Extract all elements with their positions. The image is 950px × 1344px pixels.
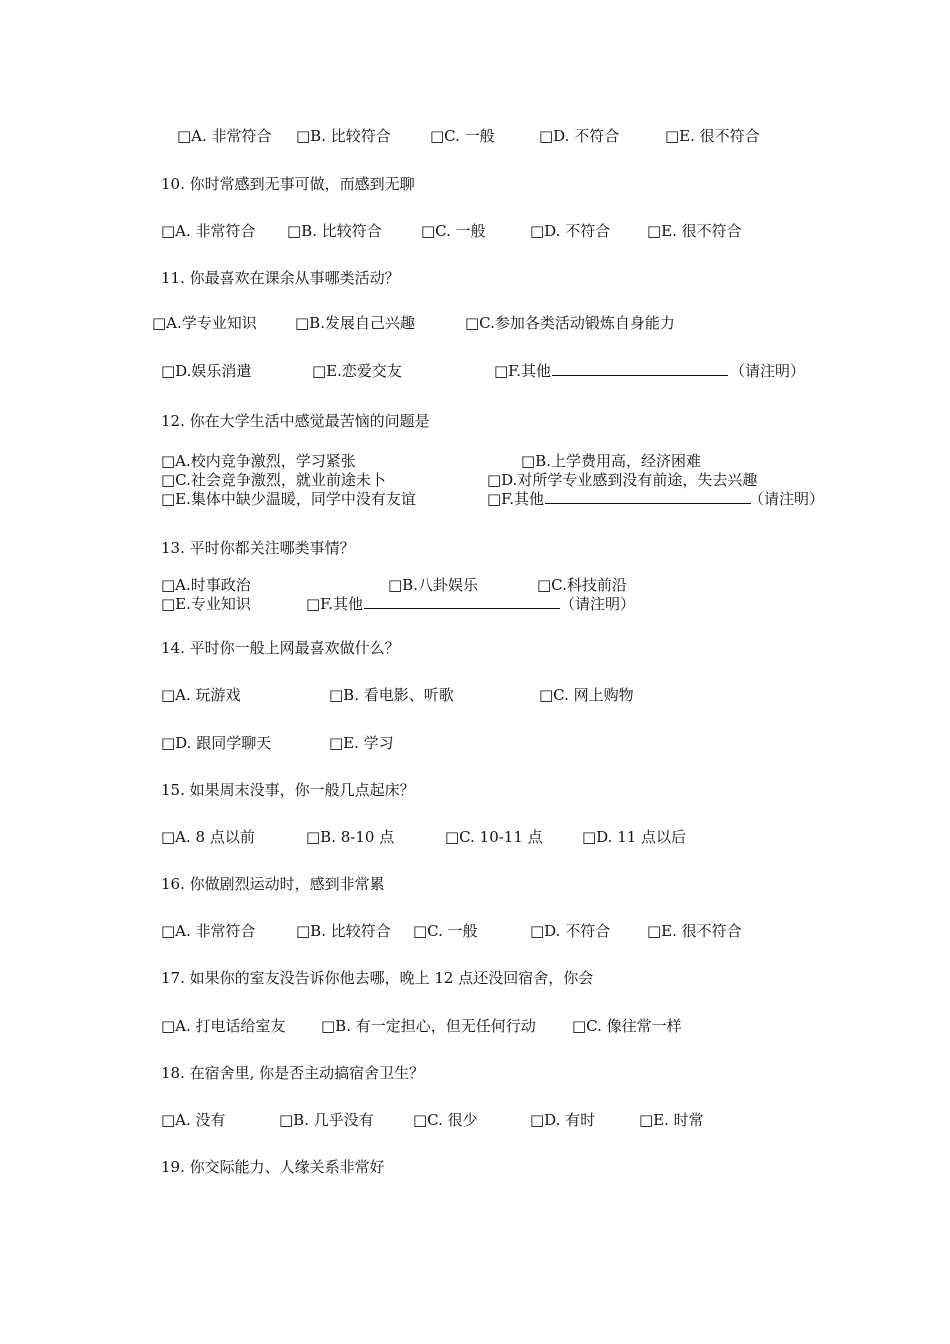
q13-other-blank[interactable] (364, 594, 560, 609)
q9-option-a[interactable]: □A. 非常符合 (177, 127, 272, 145)
q18-option-d[interactable]: □D. 有时 (530, 1111, 596, 1129)
q12-other-blank[interactable] (545, 489, 751, 504)
q11-question: 11. 你最喜欢在课余从事哪类活动？ (161, 269, 400, 287)
q11-option-e[interactable]: □E.恋爱交友 (312, 362, 402, 380)
q16-option-b[interactable]: □B. 比较符合 (296, 922, 391, 940)
q13-question: 13. 平时你都关注哪类事情？ (161, 539, 355, 557)
q12-options-row3 (0, 489, 950, 509)
q17-option-b[interactable]: □B. 有一定担心，但无任何行动 (321, 1017, 536, 1035)
q12-option-e[interactable]: □E.集体中缺少温暖，同学中没有友谊 (161, 490, 416, 508)
q13-option-c[interactable]: □C.科技前沿 (537, 576, 627, 594)
q14-option-a[interactable]: □A. 玩游戏 (161, 686, 241, 704)
q16-options (0, 921, 950, 941)
q12-options-row2 (0, 470, 950, 490)
q18-option-c[interactable]: □C. 很少 (413, 1111, 478, 1129)
q12-option-b[interactable]: □B.上学费用高，经济困难 (521, 452, 701, 470)
q12-option-a[interactable]: □A.校内竞争激烈，学习紧张 (161, 452, 356, 470)
q13-option-f-label: □F.其他 (306, 595, 364, 613)
q14-question: 14. 平时你一般上网最喜欢做什么？ (161, 639, 400, 657)
q15-question: 15. 如果周末没事，你一般几点起床？ (161, 781, 415, 799)
q11-options-row2 (0, 361, 950, 381)
q13-options-row1 (0, 575, 950, 595)
q15-options (0, 827, 950, 847)
q11-option-d[interactable]: □D.娱乐消遣 (161, 362, 252, 380)
q15-option-b[interactable]: □B. 8-10 点 (306, 828, 395, 846)
q14-option-e[interactable]: □E. 学习 (329, 734, 394, 752)
q15-option-c[interactable]: □C. 10-11 点 (445, 828, 543, 846)
q10-option-e[interactable]: □E. 很不符合 (647, 222, 742, 240)
q10-option-c[interactable]: □C. 一般 (421, 222, 486, 240)
q19-question: 19. 你交际能力、人缘关系非常好 (161, 1158, 385, 1176)
q11-note: （请注明） (730, 362, 806, 380)
q13-option-b[interactable]: □B.八卦娱乐 (388, 576, 478, 594)
q13-option-e[interactable]: □E.专业知识 (161, 595, 251, 613)
q17-options (0, 1016, 950, 1036)
q12-question: 12. 你在大学生活中感觉最苦恼的问题是 (161, 412, 430, 430)
q11-options-row1 (0, 313, 950, 333)
q9-options (0, 126, 950, 146)
q14-options-row2 (0, 733, 950, 753)
q9-option-b[interactable]: □B. 比较符合 (296, 127, 391, 145)
q13-option-a[interactable]: □A.时事政治 (161, 576, 251, 594)
q16-option-a[interactable]: □A. 非常符合 (161, 922, 256, 940)
q11-other-blank[interactable] (552, 361, 728, 376)
q17-option-c[interactable]: □C. 像往常一样 (572, 1017, 682, 1035)
q15-option-a[interactable]: □A. 8 点以前 (161, 828, 255, 846)
q12-options-row1 (0, 451, 950, 471)
q18-options (0, 1110, 950, 1130)
q13-note: （请注明） (560, 595, 636, 613)
q9-option-d[interactable]: □D. 不符合 (539, 127, 620, 145)
q14-options-row1 (0, 685, 950, 705)
q11-option-f-label: □F.其他 (494, 362, 552, 380)
q17-option-a[interactable]: □A. 打电话给室友 (161, 1017, 286, 1035)
q16-option-e[interactable]: □E. 很不符合 (647, 922, 742, 940)
q11-option-a[interactable]: □A.学专业知识 (152, 314, 257, 332)
q12-option-d[interactable]: □D.对所学专业感到没有前途，失去兴趣 (487, 471, 758, 489)
q10-option-d[interactable]: □D. 不符合 (530, 222, 611, 240)
q10-question: 10. 你时常感到无事可做，而感到无聊 (161, 175, 415, 193)
q13-option-f[interactable] (306, 594, 560, 614)
q12-option-c[interactable]: □C.社会竞争激烈，就业前途未卜 (161, 471, 386, 489)
q9-option-e[interactable]: □E. 很不符合 (665, 127, 760, 145)
q10-option-a[interactable]: □A. 非常符合 (161, 222, 256, 240)
q18-option-e[interactable]: □E. 时常 (639, 1111, 704, 1129)
q16-question: 16. 你做剧烈运动时，感到非常累 (161, 875, 385, 893)
q15-option-d[interactable]: □D. 11 点以后 (582, 828, 687, 846)
q16-option-c[interactable]: □C. 一般 (413, 922, 478, 940)
q14-option-d[interactable]: □D. 跟同学聊天 (161, 734, 272, 752)
q13-options-row2 (0, 594, 950, 614)
q12-option-f[interactable] (487, 489, 751, 509)
q12-option-f-label: □F.其他 (487, 490, 545, 508)
q18-question: 18. 在宿舍里, 你是否主动搞宿舍卫生？ (161, 1064, 425, 1082)
q10-option-b[interactable]: □B. 比较符合 (287, 222, 382, 240)
q11-option-f[interactable] (494, 361, 728, 381)
q17-question: 17. 如果你的室友没告诉你他去哪，晚上 12 点还没回宿舍，你会 (161, 969, 594, 987)
q14-option-c[interactable]: □C. 网上购物 (539, 686, 634, 704)
q11-option-c[interactable]: □C.参加各类活动锻炼自身能力 (465, 314, 675, 332)
q9-option-c[interactable]: □C. 一般 (430, 127, 495, 145)
q18-option-b[interactable]: □B. 几乎没有 (279, 1111, 374, 1129)
q11-option-b[interactable]: □B.发展自己兴趣 (295, 314, 415, 332)
q18-option-a[interactable]: □A. 没有 (161, 1111, 226, 1129)
q10-options (0, 221, 950, 241)
q14-option-b[interactable]: □B. 看电影、听歌 (329, 686, 454, 704)
q16-option-d[interactable]: □D. 不符合 (530, 922, 611, 940)
q12-note: （请注明） (749, 490, 825, 508)
